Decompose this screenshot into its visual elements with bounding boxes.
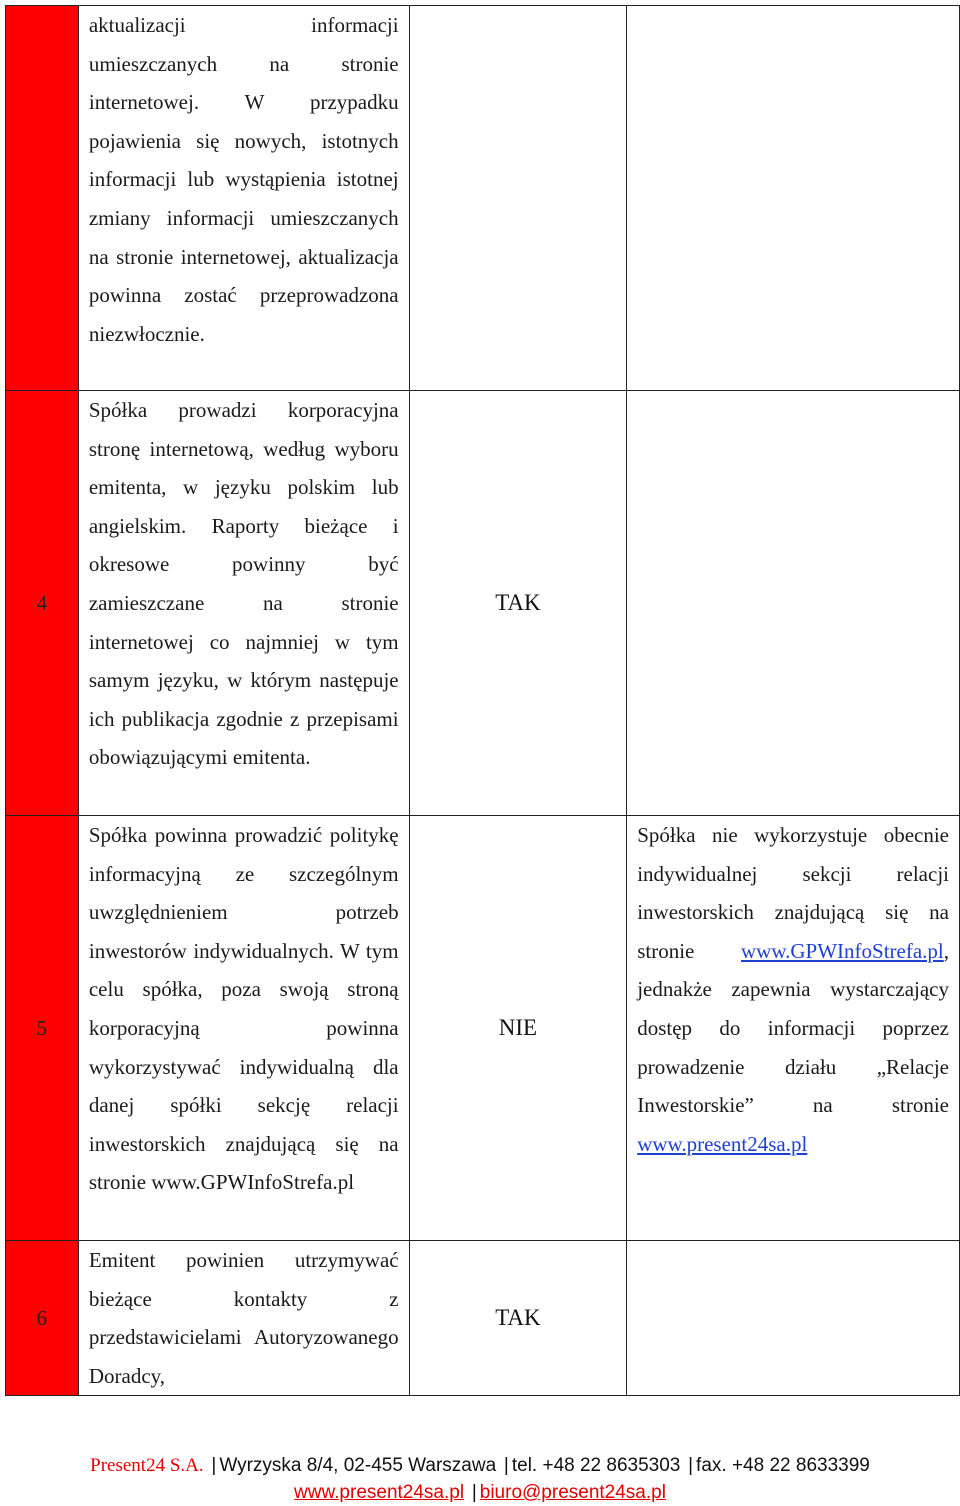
principle-cell	[78, 6, 409, 391]
table-row	[6, 6, 960, 391]
footer-separator: |	[471, 1482, 477, 1503]
footer-separator: |	[688, 1455, 694, 1476]
gpw-infostrefa-link[interactable]: www.GPWInfoStrefa.pl	[740, 938, 944, 963]
footer-separator: |	[211, 1455, 217, 1476]
status-cell	[409, 391, 627, 816]
footer-fax: fax. +48 22 8633399	[696, 1455, 870, 1476]
footer-links-line	[0, 1482, 960, 1504]
comment-cell	[627, 1241, 960, 1396]
footer-email-link[interactable]: biuro@present24sa.pl	[479, 1482, 666, 1503]
principle-cell	[78, 1241, 409, 1396]
footer-website-link[interactable]: www.present24sa.pl	[294, 1482, 465, 1503]
footer-tel: tel. +48 22 8635303	[511, 1455, 681, 1476]
comment-text-part: , jednakże zapewnia wystarczający dostęp do informacji poprzez prowadzenie działu „Relacje Inwestorskie” na stronie	[637, 938, 949, 1118]
row-number: 6	[36, 1305, 48, 1330]
row-number-cell	[6, 6, 79, 391]
row-number: 4	[36, 590, 48, 615]
table-row	[6, 816, 960, 1241]
row-number-cell	[6, 1241, 79, 1396]
table-row	[6, 391, 960, 816]
present24-website-link[interactable]: www.present24sa.pl	[637, 1131, 808, 1156]
status-value: TAK	[495, 590, 541, 615]
status-cell	[409, 6, 627, 391]
footer-contact-line	[0, 1455, 960, 1477]
status-cell	[409, 816, 627, 1241]
table-row	[6, 1241, 960, 1396]
principle-text: Spółka prowadzi korporacyjna stronę internetową, według wyboru emitenta, w języku polskim lub angielskim. Raporty bieżące i okresowe powinny być zamieszczane na stronie internetowej co najmniej w tym samym języku, w którym następuje ich publikacja zgodnie z przepisami obowiązującymi emitenta.	[88, 398, 399, 770]
principle-text: Emitent powinien utrzymywać bieżące kontakty z przedstawicielami Autoryzowanego Doradcy,	[88, 1248, 399, 1388]
status-cell	[409, 1241, 627, 1396]
comment-cell	[627, 391, 960, 816]
footer-address: Wyrzyska 8/4, 02-455 Warszawa	[219, 1455, 497, 1476]
status-value: TAK	[495, 1305, 541, 1331]
footer-company: Present24 S.A.	[90, 1455, 204, 1476]
principle-text: aktualizacji informacji umieszczanych na stronie internetowej. W przypadku pojawienia się nowych, istotnych informacji lub wystąpienia istotnej zmiany informacji umieszczanych na stronie internetowej, aktualizacja powinna zostać przeprowadzona niezwłocznie.	[88, 13, 399, 346]
principle-cell	[78, 816, 409, 1241]
principle-text: Spółka powinna prowadzić politykę informacyjną ze szczególnym uwzględnieniem potrzeb inwestorów indywidualnych. W tym celu spółka, poza swoją stroną korporacyjną powinna wykorzystywać indywidualną dla danej spółki sekcję relacji inwestorskich znajdującą się na stronie www.GPWInfoStrefa.pl	[88, 823, 399, 1195]
governance-table	[5, 5, 960, 1396]
row-number-cell	[6, 816, 79, 1241]
status-value: NIE	[498, 1015, 538, 1040]
comment-text-part: Spółka nie wykorzystuje obecnie indywidualnej sekcji relacji inwestorskich znajdującą się na stronie	[637, 823, 949, 963]
comment-cell	[627, 6, 960, 391]
comment-text	[637, 816, 949, 1163]
row-number-cell	[6, 391, 79, 816]
comment-cell	[627, 816, 960, 1241]
principle-cell	[78, 391, 409, 816]
row-number: 5	[36, 1015, 48, 1040]
footer-separator: |	[503, 1455, 509, 1476]
